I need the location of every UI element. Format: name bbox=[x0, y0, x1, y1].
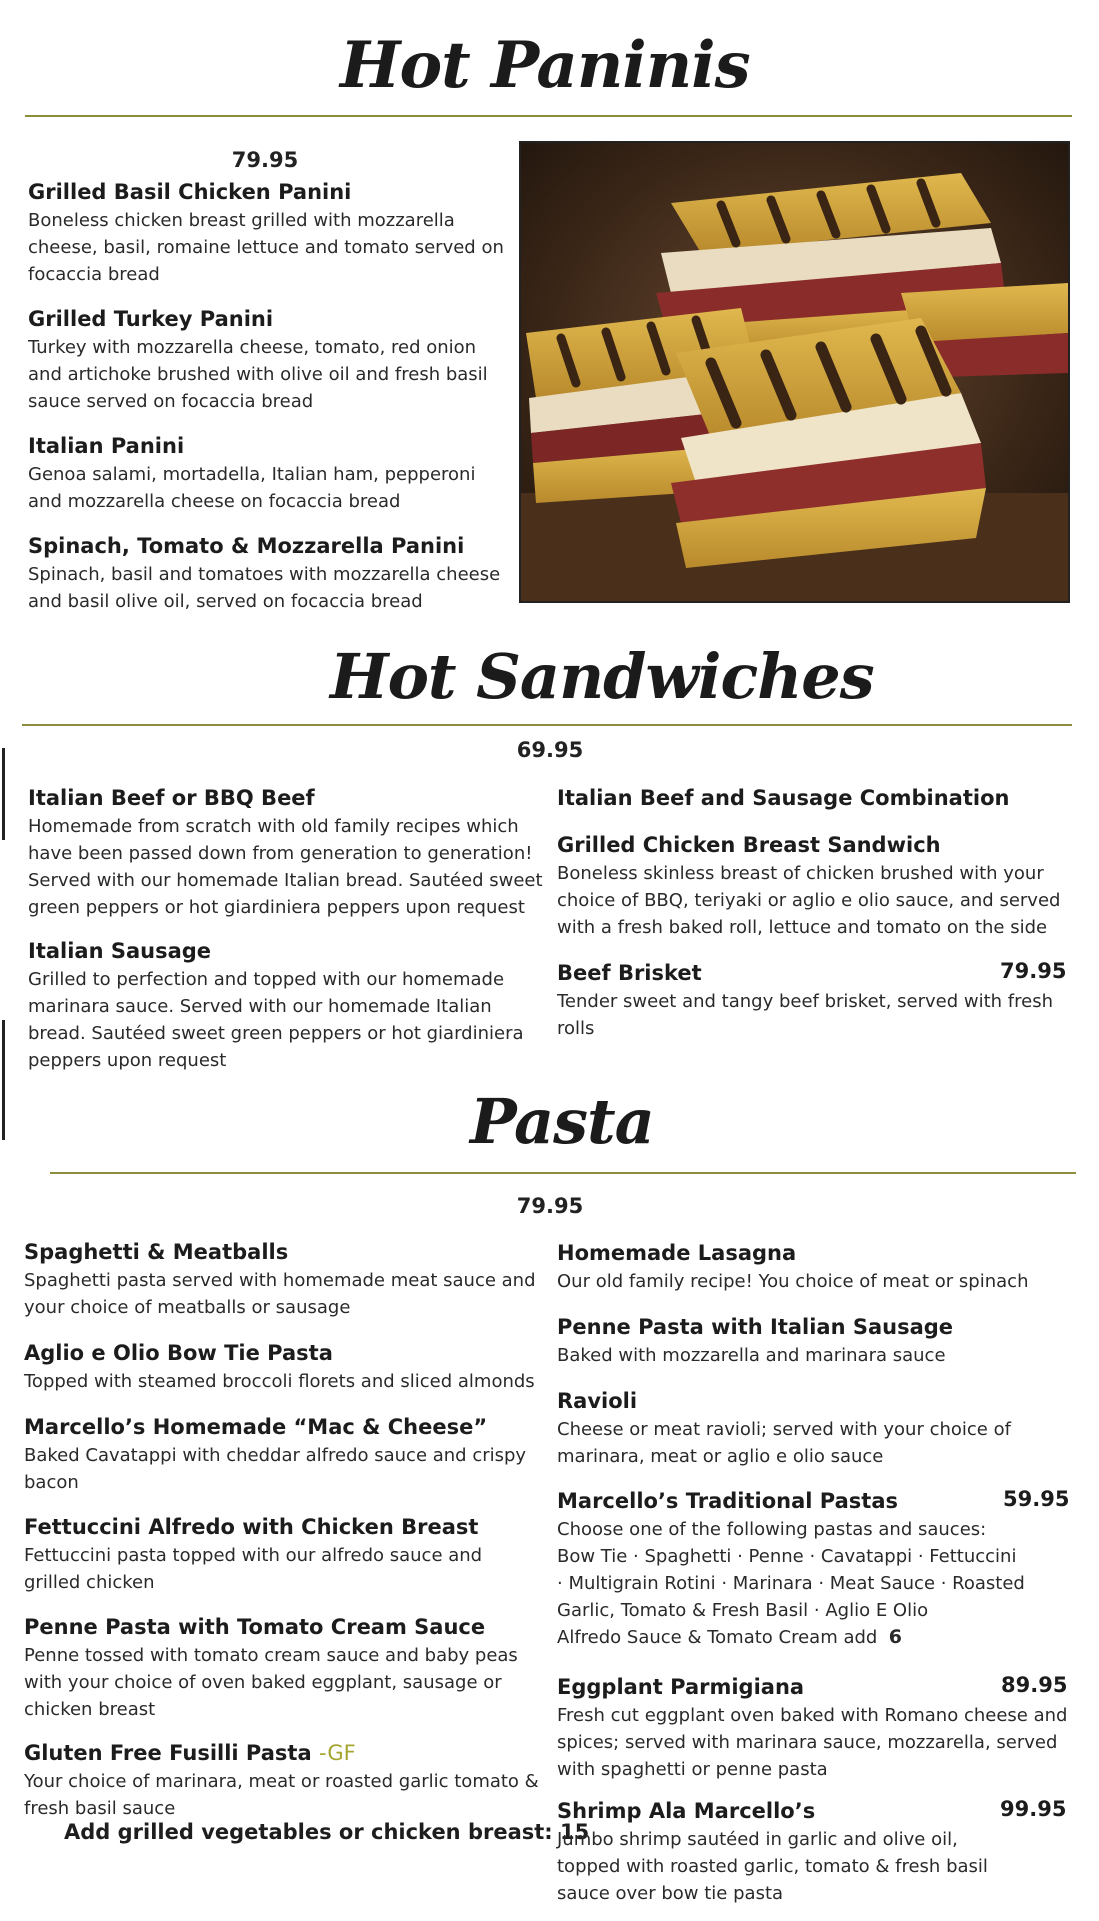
menu-item bbox=[24, 1613, 544, 1723]
item-price: 79.95 bbox=[1000, 959, 1067, 983]
item-title: Homemade Lasagna bbox=[557, 1241, 797, 1265]
panini-illustration bbox=[521, 143, 1068, 601]
menu-item bbox=[24, 1339, 544, 1395]
item-price: 99.95 bbox=[1000, 1797, 1067, 1821]
item-description: Baked Cavatappi with cheddar alfredo sauce and crispy bacon bbox=[24, 1445, 527, 1493]
divider bbox=[25, 115, 1072, 117]
item-description: Genoa salami, mortadella, Italian ham, pepperoni and mozzarella cheese on focaccia bread bbox=[28, 464, 476, 512]
menu-item bbox=[24, 1413, 544, 1496]
panini-price: 79.95 bbox=[231, 148, 299, 172]
divider bbox=[22, 724, 1072, 726]
sandwich-front bbox=[671, 318, 986, 568]
menu-item bbox=[557, 1487, 1027, 1651]
item-description: Fresh cut eggplant oven baked with Romano cheese and spices; served with marinara sauce, mozzarella, served with spaghetti or penne pasta bbox=[557, 1705, 1068, 1780]
menu-item bbox=[557, 1387, 1037, 1470]
item-description: Topped with steamed broccoli florets and sliced almonds bbox=[24, 1371, 535, 1392]
item-title: Italian Beef and Sausage Combination bbox=[557, 786, 1010, 810]
item-description: Boneless chicken breast grilled with mozzarella cheese, basil, romaine lettuce and tomato served on focaccia bread bbox=[28, 210, 504, 285]
item-description: Turkey with mozzarella cheese, tomato, red onion and artichoke brushed with olive oil and fresh basil sauce served on focaccia bread bbox=[28, 337, 488, 412]
item-description: Your choice of marinara, meat or roasted garlic tomato & fresh basil sauce bbox=[24, 1771, 539, 1819]
gluten-free-tag: -GF bbox=[318, 1741, 356, 1765]
item-title bbox=[24, 1739, 544, 1768]
item-extra bbox=[557, 1624, 1027, 1651]
menu-item bbox=[28, 937, 538, 1074]
menu-item bbox=[28, 532, 513, 615]
item-title: Ravioli bbox=[557, 1389, 638, 1413]
extra-text: Alfredo Sauce & Tomato Cream add bbox=[557, 1627, 878, 1648]
scan-edge-line bbox=[2, 1020, 5, 1140]
item-description: Cheese or meat ravioli; served with your choice of marinara, meat or aglio e olio sauce bbox=[557, 1419, 1011, 1467]
item-title: Eggplant Parmigiana bbox=[557, 1675, 805, 1699]
menu-item bbox=[557, 1797, 997, 1907]
item-description: Choose one of the following pastas and sauces: Bow Tie · Spaghetti · Penne · Cavatappi · Fettuccini · Multigrain Rotini · Marinara · Meat Sauce · Roasted Garlic, Tomato & Fresh Basil · Aglio E Olio bbox=[557, 1519, 1025, 1621]
menu-item bbox=[28, 178, 508, 288]
addon-note: Add grilled vegetables or chicken breast: 15 bbox=[64, 1820, 590, 1844]
menu-item bbox=[557, 831, 1077, 941]
item-title: Shrimp Ala Marcello’s bbox=[557, 1799, 816, 1823]
item-title: Grilled Basil Chicken Panini bbox=[28, 180, 352, 204]
item-description: Fettuccini pasta topped with our alfredo sauce and grilled chicken bbox=[24, 1545, 483, 1593]
pasta-price: 79.95 bbox=[516, 1194, 584, 1218]
menu-item bbox=[557, 1673, 1077, 1783]
item-description: Baked with mozzarella and marinara sauce bbox=[557, 1345, 946, 1366]
section-heading-paninis: Hot Paninis bbox=[340, 28, 750, 103]
panini-photo bbox=[519, 141, 1070, 603]
menu-item bbox=[24, 1739, 544, 1822]
item-title: Aglio e Olio Bow Tie Pasta bbox=[24, 1341, 333, 1365]
menu-item bbox=[557, 1313, 1077, 1369]
menu-item bbox=[557, 784, 1077, 813]
item-title: Italian Sausage bbox=[28, 939, 212, 963]
item-description: Homemade from scratch with old family recipes which have been passed down from generation to generation! Served with our homemade Italian bread. Sautéed sweet green peppers or hot giardiniera peppers upon request bbox=[28, 816, 543, 918]
scan-edge-line bbox=[2, 748, 5, 840]
menu-item bbox=[24, 1238, 544, 1321]
item-description: Tender sweet and tangy beef brisket, served with fresh rolls bbox=[557, 991, 1053, 1039]
menu-item bbox=[28, 305, 508, 415]
item-title: Italian Beef or BBQ Beef bbox=[28, 786, 315, 810]
item-title: Grilled Turkey Panini bbox=[28, 307, 274, 331]
item-description: Our old family recipe! You choice of meat or spinach bbox=[557, 1271, 1029, 1292]
item-description: Boneless skinless breast of chicken brushed with your choice of BBQ, teriyaki or aglio e olio sauce, and served with a fresh baked roll, lettuce and tomato on the side bbox=[557, 863, 1061, 938]
section-heading-pasta: Pasta bbox=[470, 1085, 654, 1158]
menu-item bbox=[28, 784, 548, 921]
menu-item bbox=[28, 432, 513, 515]
item-title: Italian Panini bbox=[28, 434, 185, 458]
sandwich-price: 69.95 bbox=[516, 738, 584, 762]
item-description: Jumbo shrimp sautéed in garlic and olive oil, topped with roasted garlic, tomato & fresh basil sauce over bow tie pasta bbox=[557, 1829, 988, 1904]
item-title: Penne Pasta with Tomato Cream Sauce bbox=[24, 1615, 486, 1639]
extra-price: 6 bbox=[888, 1626, 903, 1648]
item-title-text: Gluten Free Fusilli Pasta bbox=[24, 1741, 312, 1765]
item-description: Penne tossed with tomato cream sauce and baby peas with your choice of oven baked eggplant, sausage or chicken breast bbox=[24, 1645, 518, 1720]
item-title: Spaghetti & Meatballs bbox=[24, 1240, 289, 1264]
menu-item bbox=[557, 959, 1057, 1042]
item-description: Grilled to perfection and topped with our homemade marinara sauce. Served with our homemade Italian bread. Sautéed sweet green peppers or hot giardiniera peppers upon request bbox=[28, 969, 524, 1071]
divider bbox=[50, 1172, 1076, 1174]
item-description: Spaghetti pasta served with homemade meat sauce and your choice of meatballs or sausage bbox=[24, 1270, 536, 1318]
item-title: Spinach, Tomato & Mozzarella Panini bbox=[28, 534, 465, 558]
item-description: Spinach, basil and tomatoes with mozzarella cheese and basil olive oil, served on focaccia bread bbox=[28, 564, 501, 612]
menu-item bbox=[557, 1239, 1077, 1295]
item-price: 89.95 bbox=[1001, 1673, 1068, 1697]
item-title: Beef Brisket bbox=[557, 961, 702, 985]
item-price: 59.95 bbox=[1003, 1487, 1070, 1511]
item-title: Penne Pasta with Italian Sausage bbox=[557, 1315, 954, 1339]
section-heading-sandwiches: Hot Sandwiches bbox=[330, 640, 874, 713]
menu-item bbox=[24, 1513, 544, 1596]
item-title: Fettuccini Alfredo with Chicken Breast bbox=[24, 1515, 479, 1539]
item-title: Grilled Chicken Breast Sandwich bbox=[557, 833, 941, 857]
item-title: Marcello’s Homemade “Mac & Cheese” bbox=[24, 1415, 488, 1439]
item-title: Marcello’s Traditional Pastas bbox=[557, 1489, 899, 1513]
